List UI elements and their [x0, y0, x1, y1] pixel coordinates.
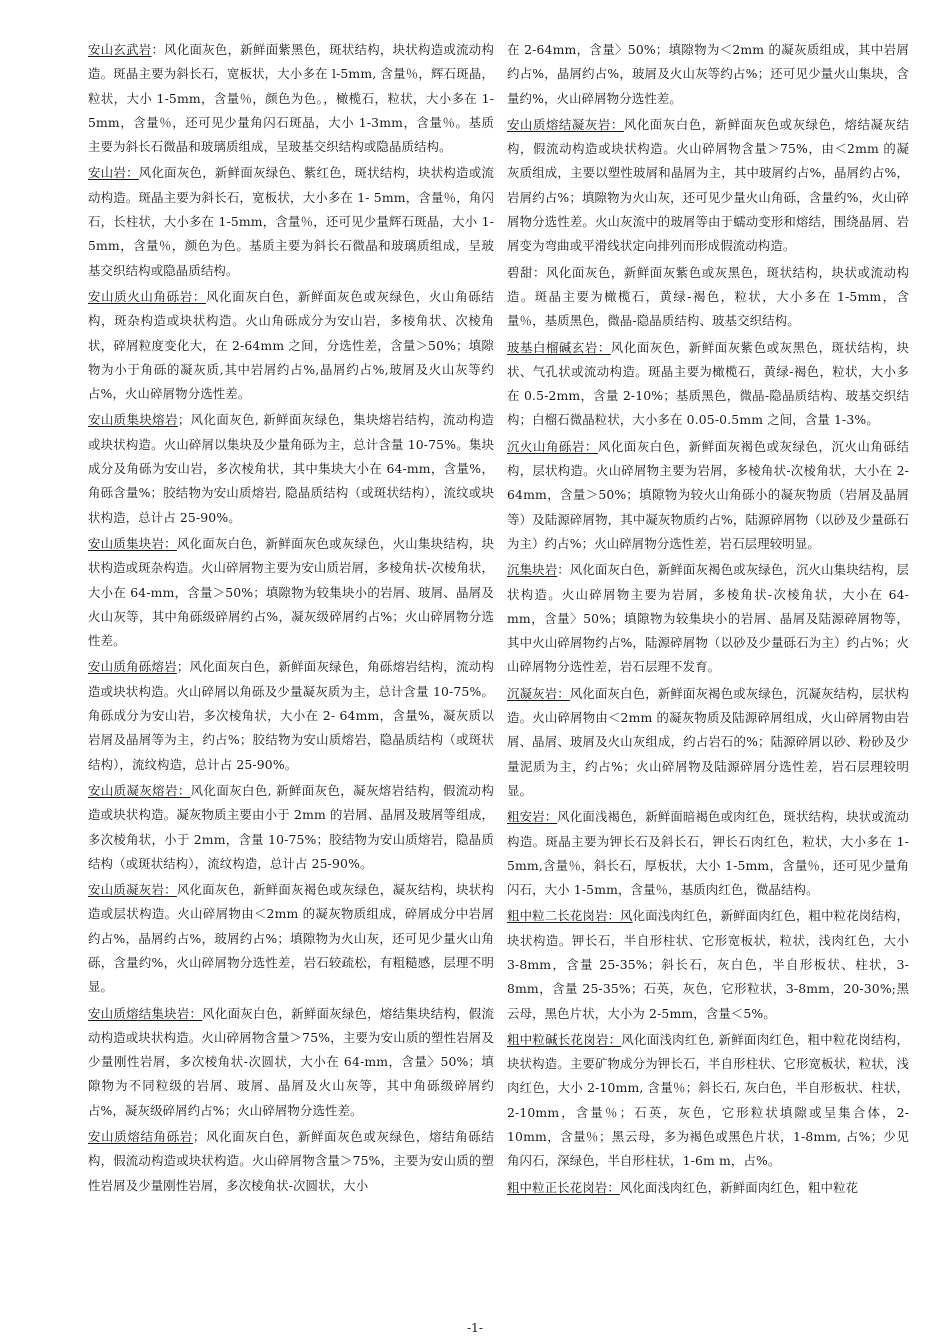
rock-description: 化面浅肉红色，新鲜面肉红色，粗中粒花岗结构，块状构造。钾长石，半自形柱状、它形宽板状，粒状，浅肉红色，大小 3-8mm，含量 25-35%；斜长石，灰白色，半自形板状、柱状，3-8mm，含量 25-35%；石英，灰色，它形粒状，3-8mm，20-30%;黑云母，黑色片状，大小为 2-5mm，含量＜5%。 [507, 908, 909, 1021]
rock-description: ；风化面灰色, 新鲜面灰绿色，集块熔岩结构，流动构造或块状构造。火山碎屑以集块及少量角砾为主，总计含量 10-75%。集块成分及角砾为安山岩，多次棱角状，其中集块大小在 64-mm，含量%，角砾含量%；胶结物为安山质熔岩, 隐晶质结构（或斑状结构），流纹或块状构造，总计占 25-90%。 [88, 412, 494, 525]
rock-term: 安山玄武岩 [88, 42, 152, 57]
rock-description: ；风化面灰白色，新鲜面灰色或灰绿色，熔结角砾结构，假流动构造或块状构造。火山碎屑物含量＞75%，主要为安山质的塑性岩屑及少量刚性岩屑，多次棱角状-次圆状，大小 [88, 1129, 494, 1193]
rock-description: 风化面灰色，新鲜面灰褐色或灰绿色，凝灰结构，块状构造或层状构造。火山碎屑物由＜2mm 的凝灰物质组成，碎屑成分中岩屑约占%，晶屑约占%，玻屑约占%；填隙物为火山灰，还可见少量火山角砾，含量约%，火山碎屑物分选性差，岩石较疏松，有粗糙感，层理不明显。 [88, 882, 494, 995]
rock-term: 安山质集块熔岩 [88, 412, 178, 428]
rock-term: 安山质熔结凝灰岩： [507, 116, 624, 132]
rock-description: 风化面灰白色，新鲜面灰色或灰绿色，熔结凝灰结构，假流动构造或块状构造。火山碎屑物含量＞75%，由＜2mm 的凝灰质组成，主要以塑性玻屑和晶屑为主，其中玻屑约占%，晶屑约占%，岩屑约占%；填隙物为火山灰，还可见少量火山角砾，含量约%，火山碎屑物分选性差。火山灰流中的玻屑等由于蠕动变形和熔结，围绕晶屑、岩屑变为弯曲或平滑线状定向排列而形成假流动构造。 [507, 116, 909, 254]
rock-entry [507, 113, 909, 259]
rock-description: 风化面灰色，新鲜面灰绿色、紫红色，斑状结构，块状构造或流动构造。斑晶主要为斜长石，宽板状，大小多在 1- 5mm，含量％，角闪石，长柱状，大小多在 1-5mm，含量％，还可见少量辉石斑晶，大小 1-5mm，含量％，颜色为色。基质主要为斜长石微晶和玻璃质组成，呈玻基交织结构或隐晶质结构。 [88, 165, 494, 278]
rock-term: 沉凝灰岩： [507, 685, 570, 701]
rock-description: 风化面灰白色，新鲜面灰色或灰绿色，火山角砾结构，斑杂构造或块状构造。火山角砾成分为安山岩，多棱角状、次棱角状，碎屑粒度变化大，在 2-64mm 之间，分选性差，含量＞50%；填隙物为小于角砾的凝灰质,其中岩屑约占%,晶屑约占%,玻屑及火山灰等约占%，火山碎屑物分选性差。 [88, 288, 494, 402]
rock-description: 碧甜：风化面灰色，新鲜面灰紫色或灰黑色，斑状结构，块状或流动构造。斑晶主要为橄榄石，黄绿-褐色，粒状，大小多在 1-5mm，含量％，基质黑色，微晶-隐晶质结构、玻基交织结构。 [507, 264, 909, 329]
rock-term: 粗安岩： [507, 809, 558, 825]
rock-description: 在 2-64mm，含量〉50%；填隙物为＜2mm 的凝灰质组成，其中岩屑约占%，晶屑约占%，玻屑及火山灰等约占%；还可见少量火山集块，含量约%，火山碎屑物分选性差。 [507, 42, 909, 106]
rock-term: 安山质熔结角砾岩 [88, 1129, 193, 1145]
rock-term: 安山质凝灰熔岩： [88, 782, 191, 798]
rock-entry [88, 161, 494, 282]
rock-description: 风化面灰白色，新鲜面灰色或灰绿色，火山集块结构，块状构造或斑杂构造。火山碎屑物主要为安山质岩屑，多棱角状-次棱角状，大小在 64-mm，含量＞50%；填隙物为较集块小的岩屑、玻屑、晶屑及火山灰等，其中角砾级碎屑约占%，凝灰级碎屑约占%；火山碎屑物分选性差。 [88, 535, 494, 649]
rock-entry [88, 779, 494, 876]
rock-term: 安山质角砾熔岩 [88, 659, 177, 675]
page-number: -1- [467, 1321, 483, 1335]
rock-term: 安山质集块岩： [88, 535, 177, 551]
rock-entry [88, 1125, 494, 1198]
right-column [507, 38, 909, 1318]
rock-entry [507, 558, 909, 679]
rock-description: 风化面灰白色，新鲜面灰绿色，熔结集块结构，假流动构造或块状构造。火山碎屑物含量＞75%，主要为安山质的塑性岩屑及少量刚性岩屑，多次棱角状-次圆状，大小在 64-mm，含量〉50%；填隙物为不同粒级的岩屑、玻屑、晶屑及火山灰等，其中角砾级碎屑约占%，凝灰级碎屑约占%；火山碎屑物分选性差。 [88, 1005, 494, 1118]
rock-entry [507, 336, 909, 433]
rock-description: 风化面浅肉红色，新鲜面肉红色，粗中粒花 [619, 1179, 859, 1195]
rock-description: 风化面灰色，新鲜面灰紫色或灰黑色，斑状结构，块状、气孔状或流动构造。斑晶主要为橄榄石，黄绿-褐色，粒状，大小多在 0.5-2mm，含量 2-10%；基质黑色，微晶-隐晶质结构、玻基交织结构；白榴石微晶粒状，大小多在 0.05-0.5mm 之间，含量 1-3%。 [507, 339, 909, 428]
rock-entry [88, 38, 494, 159]
rock-entry [507, 38, 909, 111]
rock-entry [507, 1028, 909, 1174]
rock-term: 沉火山角砾岩： [507, 438, 598, 454]
left-column [88, 38, 494, 1318]
rock-term: 安山质火山角砾岩： [88, 288, 207, 304]
rock-description: 风化面灰白色，新鲜面灰褐色或灰绿色，沉凝灰结构，层状构造。火山碎屑物由＜2mm 的凝灰物质及陆源碎屑组成，火山碎屑物由岩屑、晶屑、玻屑及火山灰组成，约占岩石的%；陆源碎屑以砂、粉砂及少量泥质为主，约占%；火山碎屑物及陆源碎屑分选性差，岩石层理较明显。 [507, 685, 909, 798]
rock-term: 玻基白榴碱玄岩： [507, 339, 611, 355]
rock-term: 安山岩： [88, 165, 139, 181]
rock-term: 粗中粒碱长花岗岩： [507, 1031, 622, 1047]
rock-entry [88, 408, 494, 529]
rock-description: ：风化面灰色，新鲜面紫黑色，斑状结构，块状构造或流动构造。斑晶主要为斜长石，宽板状，大小多在 l-5mm, 含量％，辉石斑晶，粒状，大小 1-5mm，含量％，颜色为色。，橄榄石，粒状，大小多在 1-5mm，含量％，还可见少量角闪石斑晶，大小 1-3mm，含量％。基质主要为斜长石微晶和玻璃质组成，呈玻基交织结构或隐晶质结构。 [88, 42, 494, 155]
rock-term: 安山质熔结集块岩： [88, 1005, 203, 1021]
rock-description: 风化面灰白色，新鲜面灰褐色或灰绿色，沉火山角砾结构，层状构造。火山碎屑物主要为岩屑，多棱角状-次棱角状，大小在 2-64mm，含量＞50%；填隙物为较火山角砾小的凝灰物质（岩屑及晶屑等）及陆源碎屑物，其中凝灰物质约占%，陆源碎屑物（以砂及少量砾石为主）约占%；火山碎屑物分选性差，岩石层理较明显。 [507, 438, 909, 551]
rock-term: 安山质凝灰岩： [88, 882, 177, 898]
rock-term: 粗中粒二长花岗岩：风 [507, 908, 633, 924]
rock-entry [88, 655, 494, 776]
rock-description: 风化面浅褐色，新鲜面暗褐色或肉红色，斑状结构，块状或流动构造。斑晶主要为钾长石及斜长石，钾长石肉红色，粒状，大小多在 1-5mm,含量％，斜长石，厚板状，大小 1-5mm，含量％，还可见少量角闪石，大小 1-5mm，含量％，基质肉红色，微晶结构。 [507, 809, 909, 898]
rock-entry [507, 682, 909, 803]
rock-entry [88, 285, 494, 406]
rock-term: 沉集块岩 [507, 562, 558, 578]
rock-description: 风化面浅肉红色, 新鲜面肉红色，粗中粒花岗结构，块状构造。主要矿物成分为钾长石，半自形柱状、它形宽板状，粒状，浅肉红色，大小 2-10mm, 含量％；斜长石, 灰白色，半自形板状、柱状，2-10mm，含量％；石英，灰色，它形粒状填隙或呈集合体，2-10mm，含量％；黑云母，多为褐色或黑色片状，1-8mm, 占%；少见角闪石，深绿色，半自形柱状，1-6m m，占%。 [507, 1031, 909, 1169]
rock-description: 风化面灰白色, 新鲜面灰色，凝灰熔岩结构，假流动构造或块状构造。凝灰物质主要由小于 2mm 的岩屑、晶屑及玻屑等组成，多次棱角状，小于 2mm，含量 10-75%；胶结物为安山质熔岩，隐晶质结构（或斑状结构），流纹构造，总计占 25-90%。 [88, 782, 494, 871]
rock-description: ；风化面灰白色，新鲜面灰绿色，角砾熔岩结构，流动构造或块状构造。火山碎屑以角砾及少量凝灰质为主，总计含量 10-75%。角砾成分为安山岩，多次棱角状，大小在 2- 64mm，含量%，凝灰质以岩屑及晶屑等为主，约占%；胶结物为安山质熔岩，隐晶质结构（或斑状结构），流纹构造，总计占 25-90%。 [88, 659, 494, 772]
rock-term: 粗中粒正长花岗岩： [507, 1179, 620, 1195]
rock-entry [507, 261, 909, 334]
rock-entry [507, 435, 909, 556]
rock-description: ：风化面灰白色，新鲜面灰褐色或灰绿色，沉火山集块结构，层状构造。火山碎屑物主要为岩屑，多棱角状-次棱角状，大小在 64-mm，含量〉50%；填隙物为较集块小的岩屑、晶屑及陆源碎屑物等，其中火山碎屑物约占%，陆源碎屑物（以砂及少量砾石为主）约占%；火山碎屑物分选性差，岩石层理不发育。 [507, 562, 909, 675]
rock-entry [507, 904, 909, 1025]
rock-entry [507, 1176, 909, 1200]
rock-entry [88, 532, 494, 653]
rock-entry [507, 805, 909, 902]
rock-entry [88, 878, 494, 999]
rock-entry [88, 1002, 494, 1123]
